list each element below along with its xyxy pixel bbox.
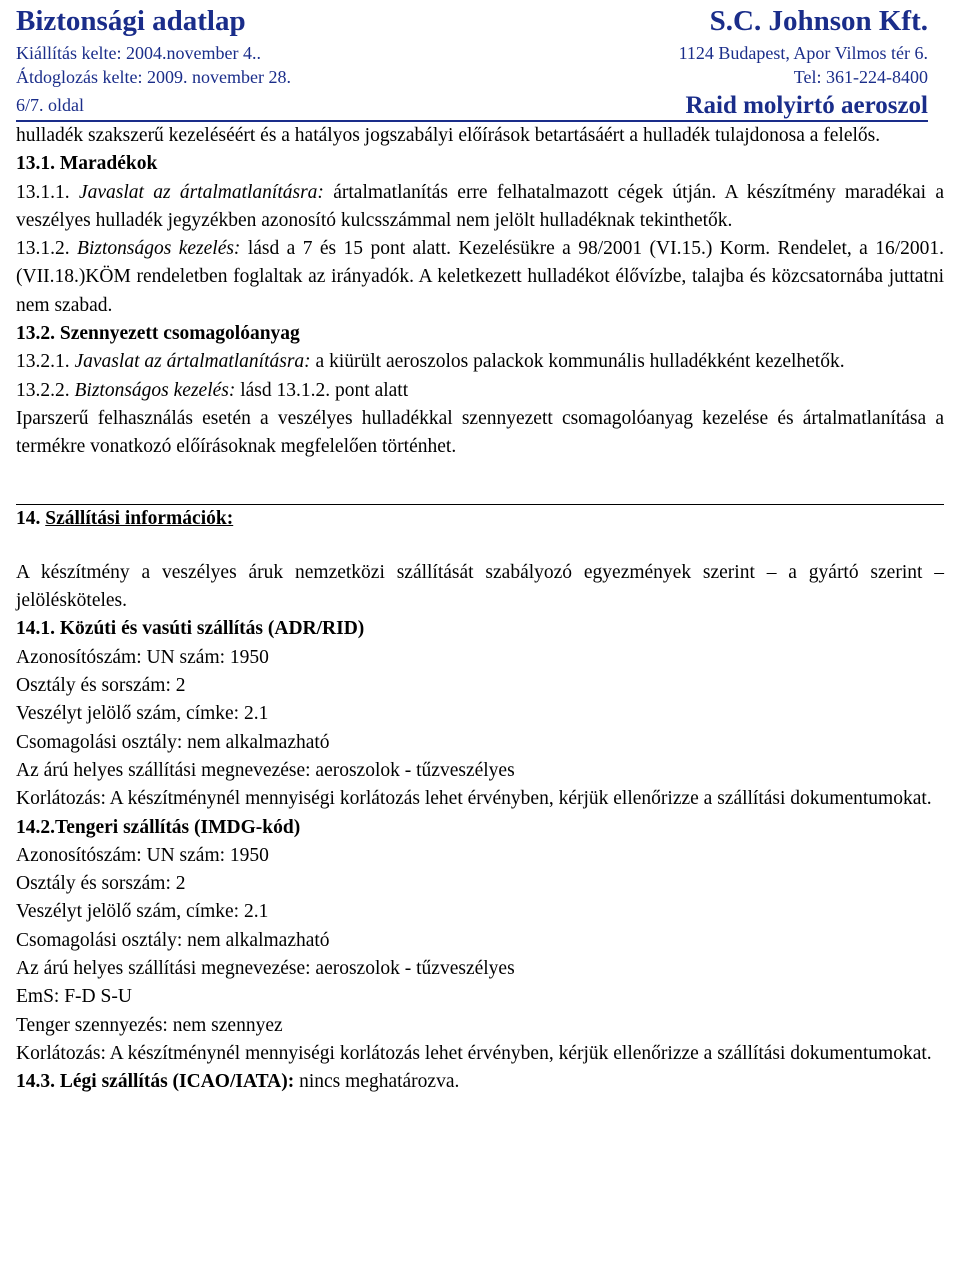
section-14-heading bbox=[16, 505, 944, 533]
section-13-intro: hulladék szakszerű kezeléséért és a hatályos jogszabályi előírások betartásáért a hulladék tulajdonosa a felelős. bbox=[16, 125, 881, 146]
transport-info-line: Veszélyt jelölő szám, címke: 2.1 bbox=[16, 901, 269, 923]
company-phone: Tel: 361-224-8400 bbox=[793, 67, 928, 87]
transport-info-line: Tenger szennyezés: nem szennyez bbox=[16, 1014, 283, 1036]
header-divider bbox=[16, 120, 928, 122]
section-number: 13.1.1. bbox=[16, 181, 70, 203]
section-label: Biztonságos kezelés: bbox=[77, 238, 241, 260]
section-13-1-1 bbox=[16, 179, 944, 236]
section-number: 13.2.1. bbox=[16, 351, 70, 373]
transport-info-line: Csomagolási osztály: nem alkalmazható bbox=[16, 731, 330, 753]
section-14-title: Szállítási információk: bbox=[45, 507, 234, 529]
section-13-1-title: 13.1. Maradékok bbox=[16, 153, 158, 175]
product-name: Raid molyirtó aeroszol bbox=[685, 92, 928, 119]
section-14-intro: A készítmény a veszélyes áruk nemzetközi szállítását szabályozó egyezmények szerint – a gyártó szerint – jelölésköteles. bbox=[16, 561, 944, 612]
section-14-2-title: 14.2.Tengeri szállítás (IMDG-kód) bbox=[16, 816, 301, 838]
issue-date: Kiállítás kelte: 2004.november 4.. bbox=[16, 43, 261, 63]
industrial-use-paragraph: Iparszerű felhasználás esetén a veszélyes hulladékkal szennyezett csomagolóanyag kezelése és ártalmatlanítása a termékre vonatkozó előírásoknak megfelelően történhet. bbox=[16, 407, 944, 458]
section-number: 13.2.2. bbox=[16, 379, 70, 401]
section-13-2-2 bbox=[16, 377, 944, 405]
section-text: a kiürült aeroszolos palackok kommunális hulladékként kezelhetők. bbox=[315, 351, 845, 373]
transport-info-line: Azonosítószám: UN szám: 1950 bbox=[16, 844, 269, 866]
document-body bbox=[16, 122, 944, 1097]
section-number: 13.1.2. bbox=[16, 238, 70, 260]
spacer bbox=[16, 462, 944, 504]
transport-info-line: Korlátozás: A készítménynél mennyiségi korlátozás lehet érvényben, kérjük ellenőrizze a szállítási dokumentumokat. bbox=[16, 788, 932, 810]
section-13-1-2 bbox=[16, 235, 944, 320]
revision-date: Átdoglozás kelte: 2009. november 28. bbox=[16, 67, 291, 87]
transport-info-line: Az árú helyes szállítási megnevezése: aeroszolok - tűzveszélyes bbox=[16, 759, 515, 781]
page-header bbox=[16, 0, 944, 122]
company-address: 1124 Budapest, Apor Vilmos tér 6. bbox=[678, 43, 928, 63]
section-14-3-title: 14.3. Légi szállítás (ICAO/IATA): bbox=[16, 1071, 295, 1093]
section-13-2-title: 13.2. Szennyezett csomagolóanyag bbox=[16, 323, 300, 345]
document-title: Biztonsági adatlap bbox=[16, 5, 246, 37]
section-label: Javaslat az ártalmatlanításra: bbox=[74, 351, 311, 373]
section-text: ártalmatlanítás erre felhatalmazott cégek útján. A készítmény maradékai a veszélyes hulladék jegyzékben azonosító kulcsszámmal nem jelölt hulladéknak tekinthetők. bbox=[16, 181, 945, 231]
section-label: Biztonságos kezelés: bbox=[74, 379, 236, 401]
transport-info-line: Osztály és sorszám: 2 bbox=[16, 873, 186, 895]
section-14-number: 14. bbox=[16, 507, 41, 529]
transport-info-line: Csomagolási osztály: nem alkalmazható bbox=[16, 929, 330, 951]
transport-info-line: Osztály és sorszám: 2 bbox=[16, 675, 186, 697]
section-14-1-title: 14.1. Közúti és vasúti szállítás (ADR/RID) bbox=[16, 618, 365, 640]
section-13-2-1 bbox=[16, 348, 944, 376]
page-number: 6/7. oldal bbox=[16, 95, 84, 115]
transport-info-line: EmS: F-D S-U bbox=[16, 986, 132, 1008]
section-text: lásd 13.1.2. pont alatt bbox=[240, 379, 409, 401]
spacer bbox=[16, 533, 944, 559]
transport-info-line: Veszélyt jelölő szám, címke: 2.1 bbox=[16, 703, 269, 725]
company-name: S.C. Johnson Kft. bbox=[709, 5, 928, 37]
section-text: lásd a 7 és 15 pont alatt. Kezelésükre a 98/2001 (VI.15.) Korm. Rendelet, a 16/2001.(VII.18.)KÖM rendeletben foglaltak az irányadók. A keletkezett hulladékot élővízbe, talajba és közcsatornába juttatni nem szabad. bbox=[16, 238, 945, 316]
section-14-3 bbox=[16, 1068, 944, 1096]
section-14-2-lines bbox=[16, 842, 944, 1068]
section-14-3-text: nincs meghatározva. bbox=[294, 1071, 460, 1093]
section-14-1-lines bbox=[16, 644, 944, 814]
transport-info-line: Korlátozás: A készítménynél mennyiségi korlátozás lehet érvényben, kérjük ellenőrizze a szállítási dokumentumokat. bbox=[16, 1042, 932, 1064]
transport-info-line: Azonosítószám: UN szám: 1950 bbox=[16, 646, 269, 668]
section-label: Javaslat az ártalmatlanításra: bbox=[78, 181, 324, 203]
transport-info-line: Az árú helyes szállítási megnevezése: aeroszolok - tűzveszélyes bbox=[16, 958, 515, 980]
